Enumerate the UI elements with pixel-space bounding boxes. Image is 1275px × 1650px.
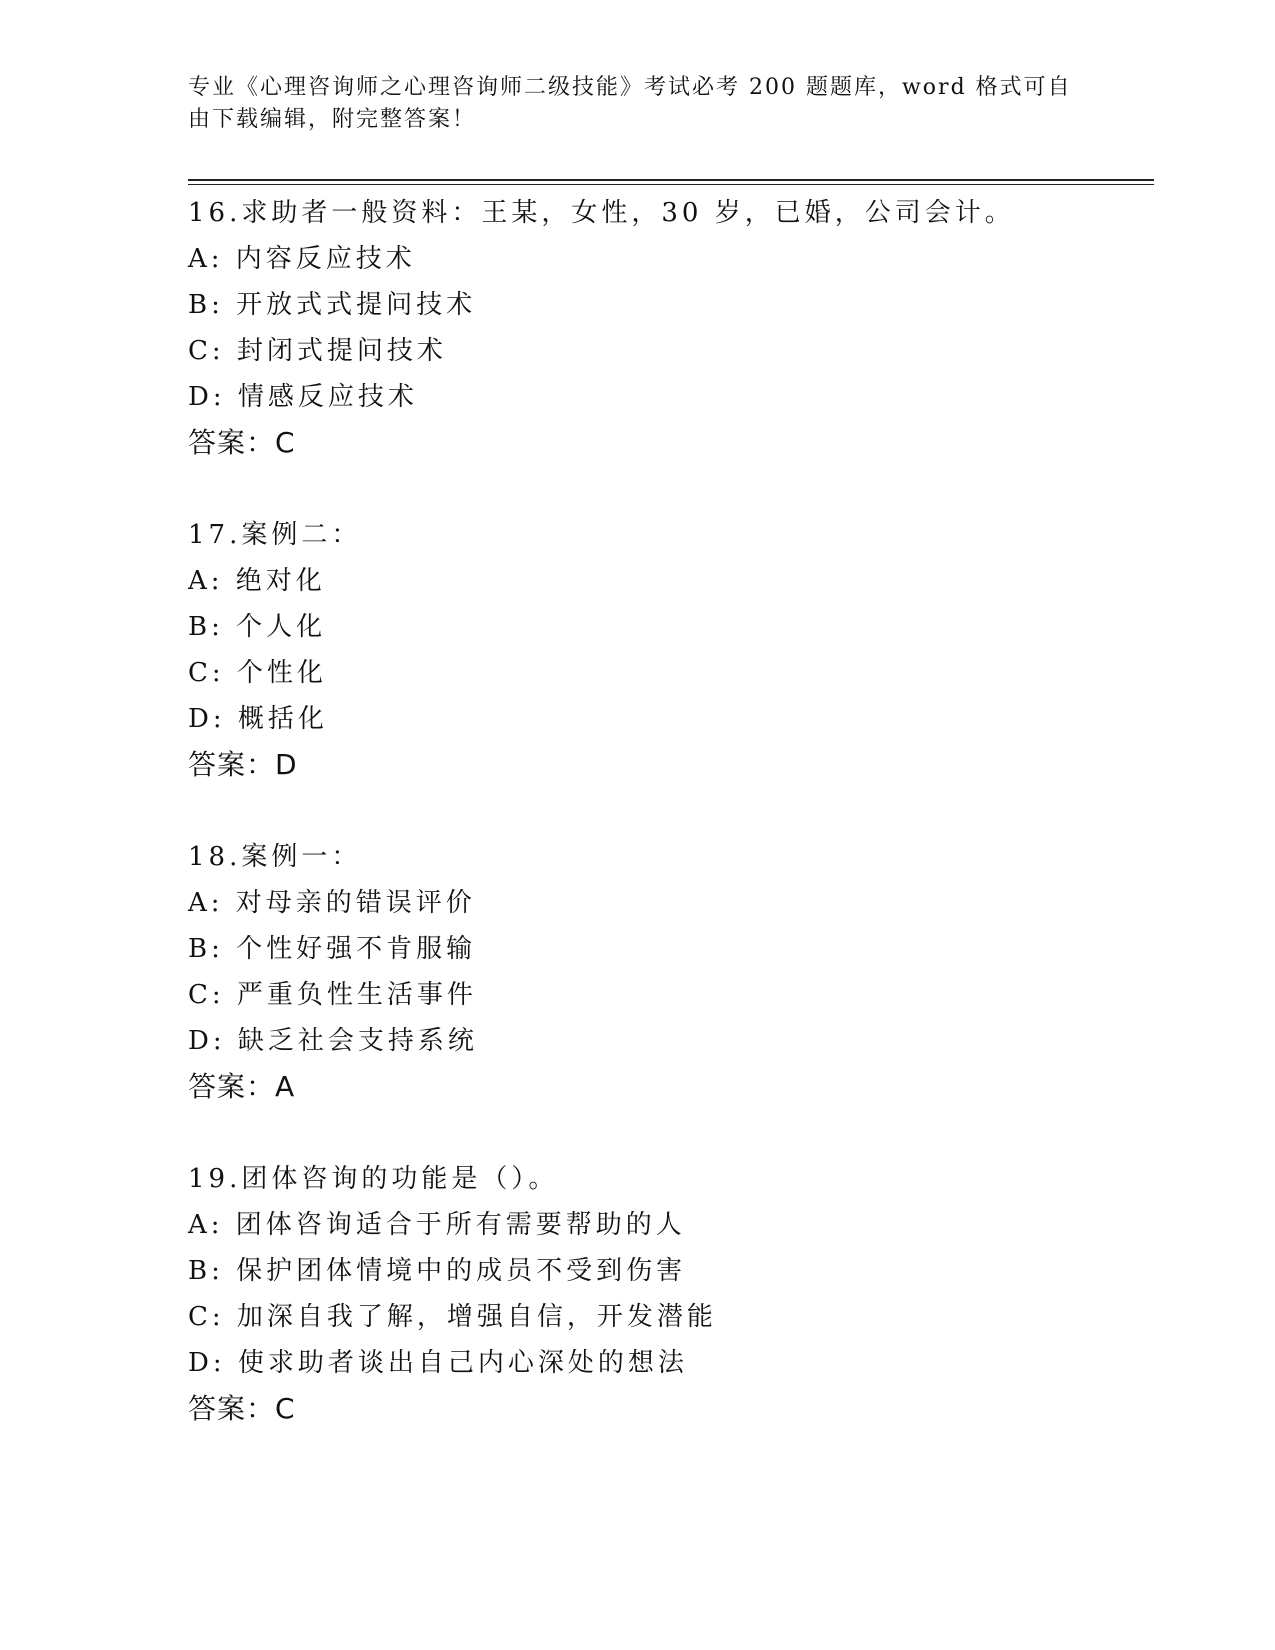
- option-a: A: 对母亲的错误评价: [188, 888, 476, 918]
- option-c: C: 加深自我了解，增强自信，开发潜能: [188, 1302, 717, 1332]
- option-c: C: 严重负性生活事件: [188, 980, 477, 1010]
- header-line-2: 由下载编辑，附完整答案！: [188, 107, 477, 132]
- option-a: A: 绝对化: [188, 566, 326, 596]
- answer-line: 答案：A: [188, 1070, 296, 1103]
- option-d: D: 情感反应技术: [188, 382, 418, 412]
- answer-line: 答案：D: [188, 748, 298, 781]
- question-stem: 19.团体咨询的功能是（）。: [188, 1164, 559, 1194]
- question-stem: 16.求助者一般资料：王某，女性，30 岁，已婚，公司会计。: [188, 198, 1015, 228]
- question-17: [188, 512, 1088, 788]
- answer-line: 答案：C: [188, 426, 296, 459]
- option-a: A: 内容反应技术: [188, 244, 416, 274]
- option-d: D: 缺乏社会支持系统: [188, 1026, 478, 1056]
- option-b: B: 个性好强不肯服输: [188, 934, 477, 964]
- option-a: A: 团体咨询适合于所有需要帮助的人: [188, 1210, 686, 1240]
- option-c: C: 封闭式提问技术: [188, 336, 447, 366]
- option-b: B: 开放式式提问技术: [188, 290, 477, 320]
- option-d: D: 使求助者谈出自己内心深处的想法: [188, 1348, 688, 1378]
- question-18: [188, 834, 1088, 1110]
- question-16: [188, 190, 1088, 466]
- question-stem: 17.案例二：: [188, 520, 362, 550]
- header-line-1: 专业《心理咨询师之心理咨询师二级技能》考试必考 200 题题库，word 格式可自: [188, 75, 1072, 100]
- header-divider-thick: [188, 179, 1154, 181]
- question-stem: 18.案例一：: [188, 842, 362, 872]
- document-header: [188, 72, 1088, 136]
- question-19: [188, 1156, 1088, 1432]
- option-b: B: 个人化: [188, 612, 327, 642]
- option-d: D: 概括化: [188, 704, 328, 734]
- header-divider-thin: [188, 184, 1154, 185]
- option-c: C: 个性化: [188, 658, 327, 688]
- option-b: B: 保护团体情境中的成员不受到伤害: [188, 1256, 687, 1286]
- question-list: [188, 190, 1088, 1478]
- answer-line: 答案：C: [188, 1392, 296, 1425]
